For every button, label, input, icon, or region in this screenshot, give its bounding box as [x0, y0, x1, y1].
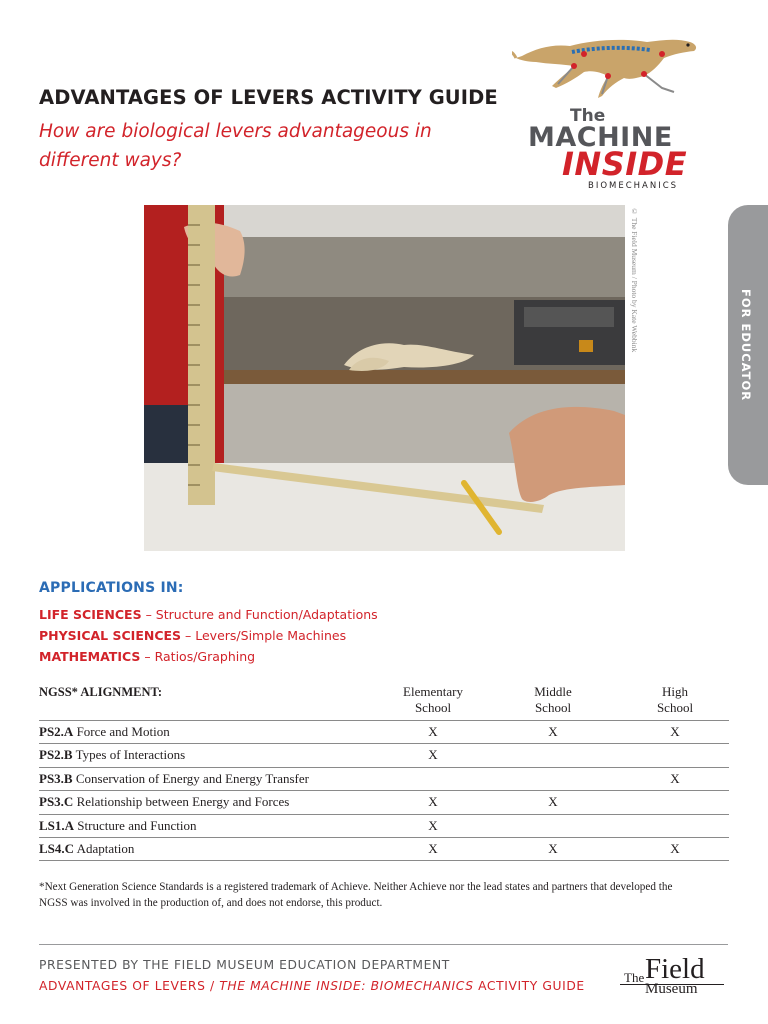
page-subtitle: How are biological levers advantageous in different ways? [39, 121, 432, 171]
high-mark: X [670, 724, 680, 739]
logo-field-word: Field [645, 953, 705, 985]
application-detail: – Structure and Function/Adaptations [141, 607, 378, 622]
table-row [39, 744, 729, 767]
logo-the-word: The [624, 970, 645, 985]
ngss-footnote: *Next Generation Science Standards is a registered trademark of Achieve. Neither Achieve nor the lead states and partners that developed the NGSS was involved in the production of, and does not endorse, this product. [39, 881, 673, 909]
page-title: ADVANTAGES OF LEVERS ACTIVITY GUIDE [39, 86, 498, 109]
standard-name: Relationship between Energy and Forces [73, 794, 290, 810]
standard-code: LS1.A [39, 817, 75, 833]
standard-name: Structure and Function [74, 817, 197, 833]
standard-code: PS3.C [39, 794, 74, 810]
elementary-mark: X [428, 724, 438, 739]
elementary-mark: X [428, 840, 438, 856]
column-middle: Middle School [534, 684, 572, 715]
table-row [39, 791, 729, 814]
application-detail: – Ratios/Graphing [140, 649, 256, 664]
application-mathematics [39, 649, 255, 664]
application-detail: – Levers/Simple Machines [181, 628, 347, 643]
footer-divider [39, 944, 728, 945]
elementary-mark: X [428, 747, 438, 763]
lever-demonstration-photo [144, 205, 625, 551]
elementary-mark: X [428, 794, 438, 810]
applications-heading: APPLICATIONS IN: [39, 580, 184, 596]
standard-name: Types of Interactions [72, 747, 186, 763]
footer-guide-prefix: ADVANTAGES OF LEVERS / [39, 979, 220, 993]
footer-guide-suffix: ACTIVITY GUIDE [473, 979, 585, 993]
high-mark: X [670, 840, 680, 856]
footer-presented-by: PRESENTED BY THE FIELD MUSEUM EDUCATION DEPARTMENT [39, 958, 450, 972]
table-row [39, 815, 729, 838]
ngss-heading: NGSS* ALIGNMENT: [39, 685, 163, 699]
photo-credit: © The Field Museum / Photo by Kate Webbink [630, 207, 639, 353]
logo-machine: MACHINE [528, 122, 673, 153]
elementary-mark: X [428, 817, 438, 833]
logo-the: The [570, 106, 606, 126]
middle-mark: X [548, 724, 558, 739]
column-elementary: Elementary School [403, 684, 463, 715]
table-row [39, 768, 729, 791]
lever-photo-illustration [144, 205, 625, 551]
application-subject: MATHEMATICS [39, 649, 141, 664]
standard-name: Adaptation [74, 840, 135, 856]
standard-code: PS2.B [39, 747, 73, 763]
ngss-table-header [39, 684, 729, 721]
logo-museum-word: Museum [645, 981, 698, 997]
middle-mark: X [548, 794, 558, 810]
standard-name: Conservation of Energy and Energy Transfer [72, 770, 309, 786]
application-life-sciences [39, 607, 378, 622]
table-row [39, 721, 729, 744]
standard-name: Force and Motion [73, 724, 170, 739]
logo-biomechanics: BIOMECHANICS [588, 181, 679, 191]
standard-code: PS3.B [39, 770, 73, 786]
footer-guide-title [39, 979, 585, 993]
machine-inside-logo [512, 18, 712, 191]
application-subject: PHYSICAL SCIENCES [39, 628, 182, 643]
table-row [39, 838, 729, 861]
standard-code: PS2.A [39, 724, 74, 739]
footer-guide-series: THE MACHINE INSIDE: BIOMECHANICS [219, 979, 474, 993]
educator-tab-label: FOR EDUCATOR [739, 288, 753, 402]
ngss-alignment-table [39, 684, 729, 861]
standard-code: LS4.C [39, 840, 75, 856]
field-museum-logo [620, 953, 730, 999]
cheetah-skeleton-icon [512, 18, 702, 108]
high-mark: X [670, 770, 680, 786]
application-physical-sciences [39, 628, 346, 643]
application-subject: LIFE SCIENCES [39, 607, 142, 622]
middle-mark: X [548, 840, 558, 856]
logo-inside: INSIDE [562, 145, 688, 183]
column-high: High School [656, 684, 694, 715]
